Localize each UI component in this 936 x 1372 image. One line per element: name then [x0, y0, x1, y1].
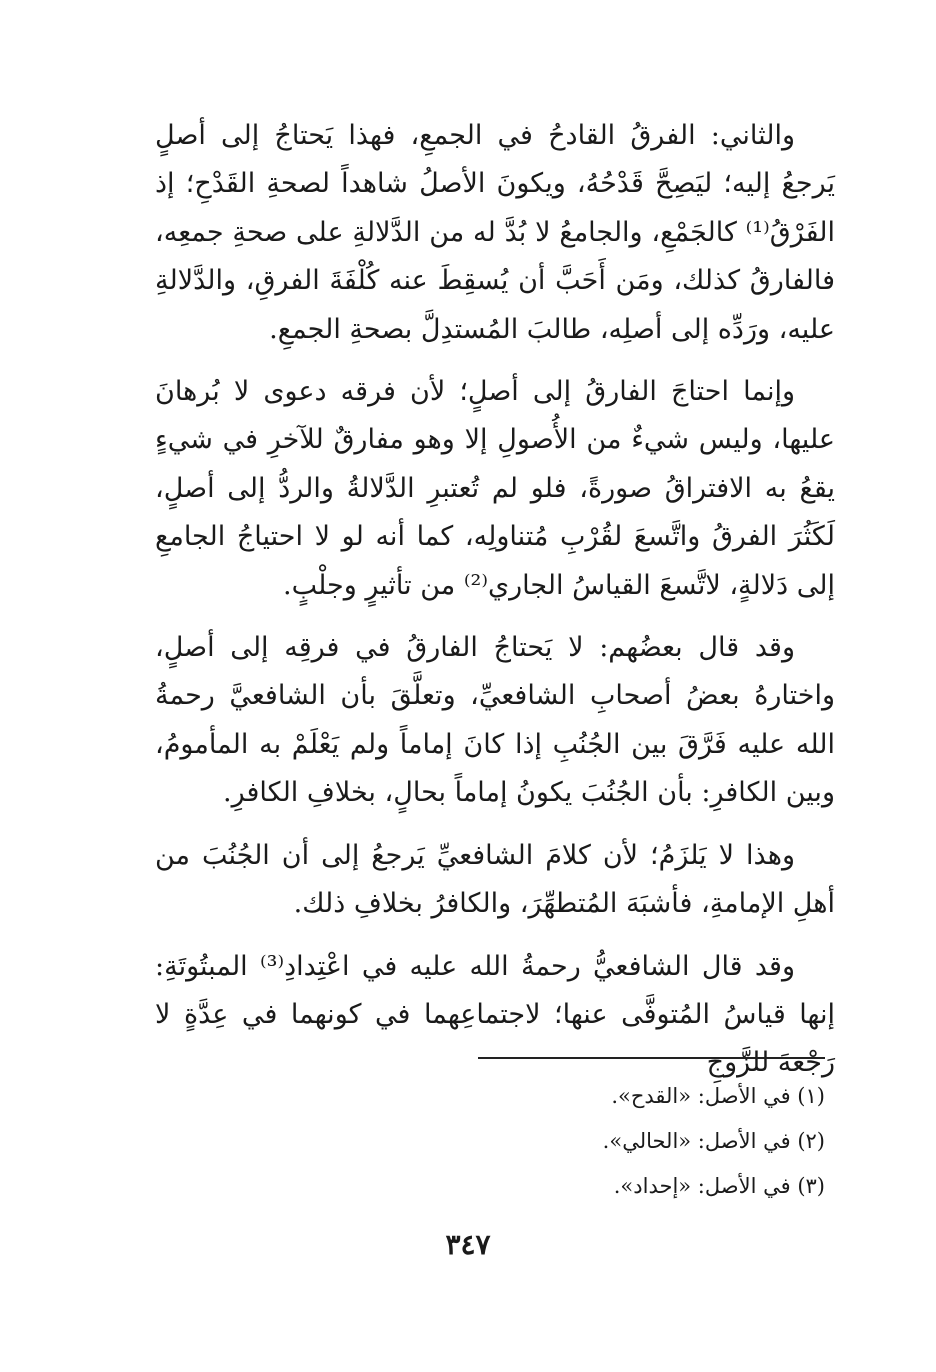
footnote-1: (١) في الأصل: «القدح».	[611, 1084, 825, 1108]
page-number: ٣٤٧	[445, 1228, 491, 1261]
paragraph-4: وهذا لا يَلزَمُ؛ لأن كلامَ الشافعيِّ يَرجعُ إلى أن الجُنُبَ من أهلِ الإمامةِ، فأشبَهَ المُتطهِّرَ، والكافرُ بخلافِ ذلك.	[155, 839, 835, 920]
paragraph-3: وقد قال بعضُهم: لا يَحتاجُ الفارقُ في فرقِه إلى أصلٍ، واختارهُ بعضُ أصحابِ الشافعيِّ، وتعلَّقَ بأن الشافعيَّ رحمةُ الله عليه فَرَّقَ بين الجُنُبِ إذا كانَ إماماً ولم يَعْلَمْ به المأمومُ، وبين الكافرِ: بأن الجُنُبَ يكونُ إماماً بحالٍ، بخلافِ الكافرِ.	[155, 632, 835, 809]
footnotes	[460, 1074, 825, 1209]
footnote-2: (٢) في الأصل: «الحالي».	[602, 1129, 825, 1153]
paragraph-1: والثاني: الفرقُ القادحُ في الجمعِ، فهذا يَحتاجُ إلى أصلٍ يَرجعُ إليه؛ ليَصِحَّ قَدْحُهُ، ويكونَ الأصلُ شاهداً لصحةِ القَدْحِ؛ إذ الفَرْقُ⁽¹⁾ كالجَمْعِ، والجامعُ لا بُدَّ له من الدَّلالةِ على صحةِ جمعِه، فالفارقُ كذلك، ومَن أَحَبَّ أن يُسقِطَ عنه كُلْفَةَ الفرقِ، والدَّلالةِ عليه، ورَدِّه إلى أصلِه، طالبَ المُستدِلَّ بصحةِ الجمعِ.	[155, 120, 835, 345]
footnote-separator	[478, 1057, 825, 1059]
paragraph-5: وقد قال الشافعيُّ رحمةُ الله عليه في اعْتِدادِ⁽³⁾ المبتُوتَةِ: إنها قياسُ المُتوفَّى عنها؛ لاجتماعِهما في كونهما في عِدَّةٍ لا رَجْعةَ للزَّوجِ	[155, 950, 835, 1079]
main-text	[155, 112, 835, 1088]
paragraph-2: وإنما احتاجَ الفارقُ إلى أصلٍ؛ لأن فرقه دعوى لا بُرهانَ عليها، وليس شيءٌ من الأُصولِ إلا وهو مفارقٌ للآخرِ في شيءٍ يقعُ به الافتراقُ صورةً، فلو لم تُعتبرِ الدَّلالةُ والردُّ إلى أصلٍ، لَكَثُرَ الفرقُ واتَّسعَ لقُرْبِ مُتناولِه، كما أنه لو لا احتياجُ الجامعِ إلى دَلالةٍ، لاتَّسعَ القياسُ الجاري⁽²⁾ من تأثيرٍ وجلْبٍ.	[155, 376, 835, 601]
footnote-3: (٣) في الأصل: «إحداد».	[613, 1174, 825, 1198]
